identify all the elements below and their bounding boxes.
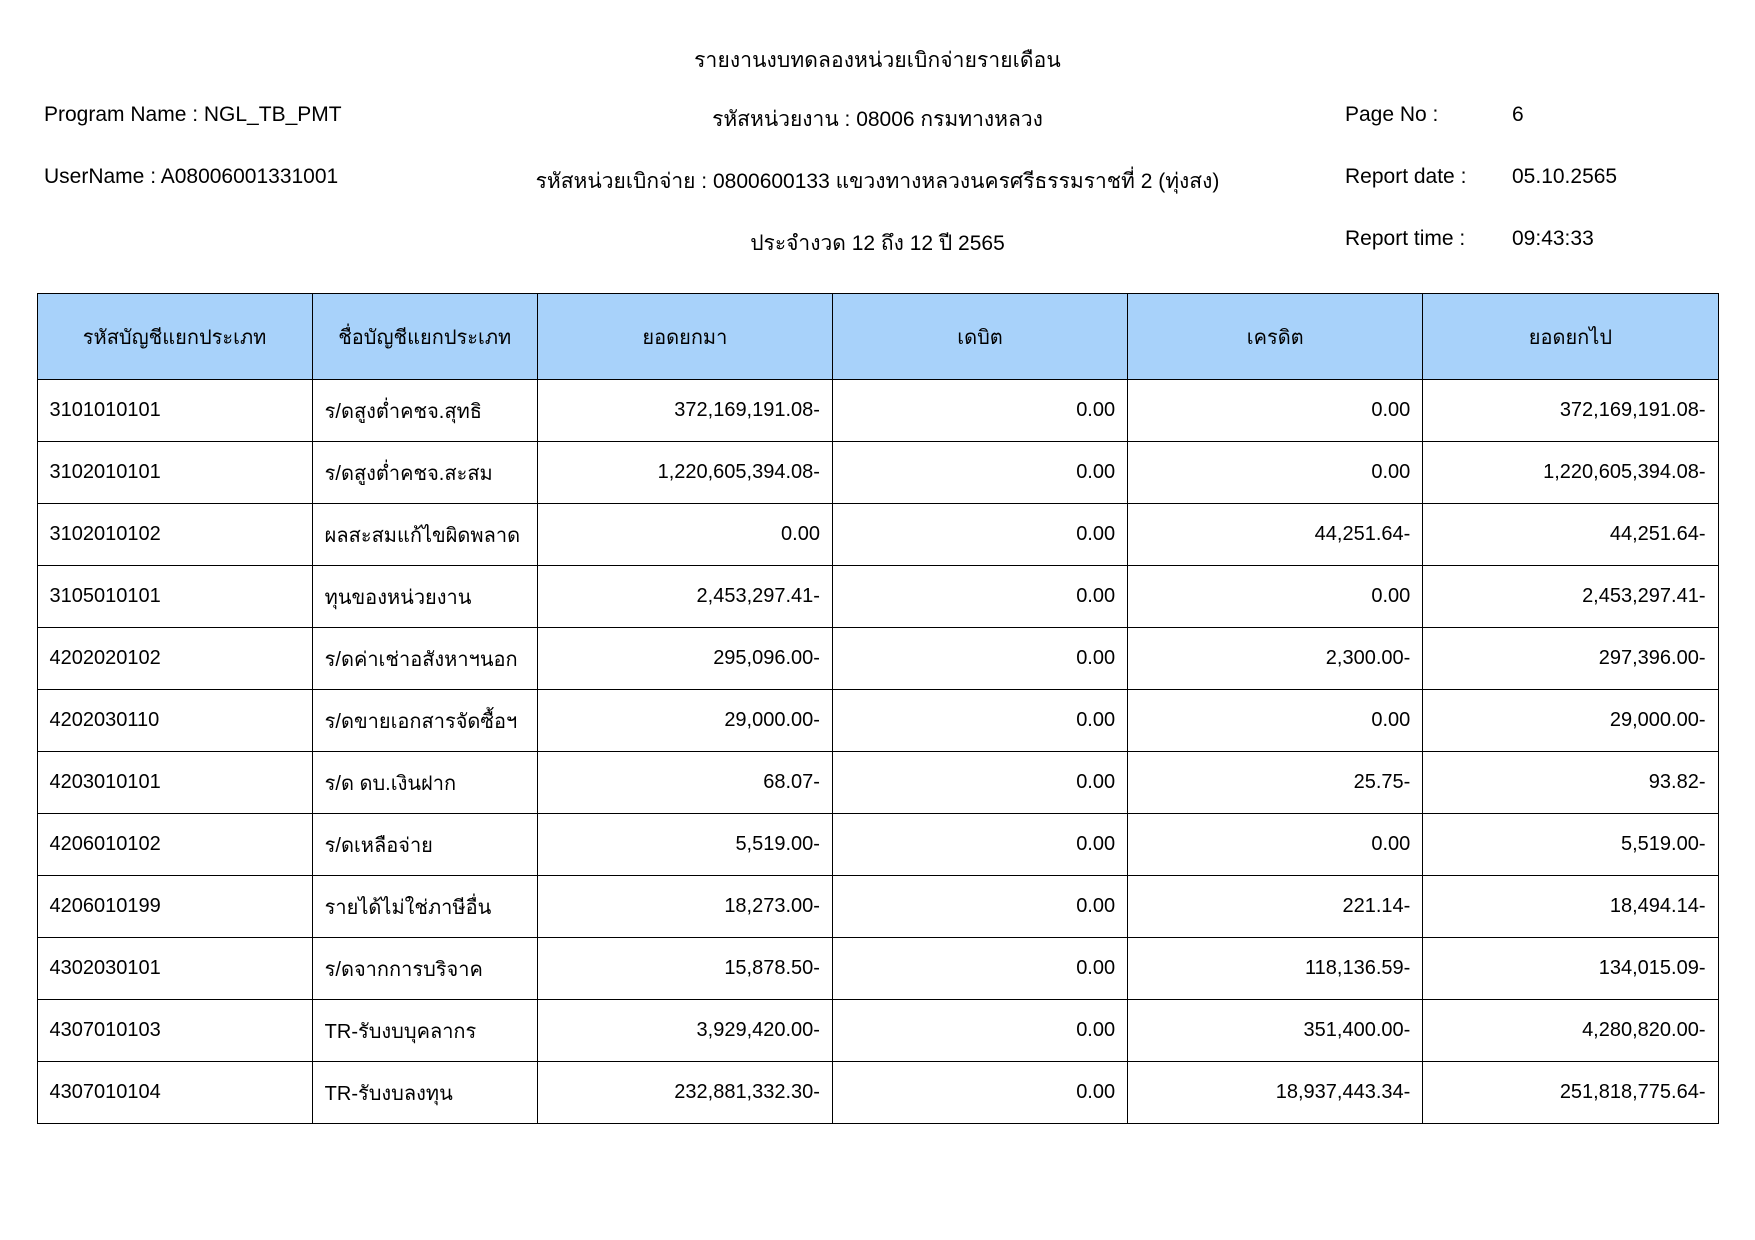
cell-opening-balance: 295,096.00- [537, 628, 832, 690]
cell-opening-balance: 5,519.00- [537, 814, 832, 876]
report-date-value: 05.10.2565 [1512, 165, 1618, 188]
cell-opening-balance: 3,929,420.00- [537, 1000, 832, 1062]
table-row [37, 876, 1718, 938]
cell-opening-balance: 0.00 [537, 504, 832, 566]
table-row [37, 752, 1718, 814]
payment-unit-line: รหัสหน่วยเบิกจ่าย : 0800600133 แขวงทางหลวงนครศรีธรรมราชที่ 2 (ทุ่งสง) [535, 170, 1220, 193]
cell-account-code: 3105010101 [37, 566, 312, 628]
cell-debit: 0.00 [832, 814, 1127, 876]
cell-account-name: ร/ดขายเอกสารจัดซื้อฯ [312, 690, 537, 752]
report-time-value: 09:43:33 [1512, 227, 1594, 250]
cell-closing-balance: 2,453,297.41- [1423, 566, 1718, 628]
program-name-label: Program Name : NGL_TB_PMT [44, 103, 342, 126]
column-header-closing-balance: ยอดยกไป [1423, 294, 1718, 380]
cell-debit: 0.00 [832, 752, 1127, 814]
table-row [37, 442, 1718, 504]
cell-credit: 25.75- [1128, 752, 1423, 814]
cell-account-name: ร/ดเหลือจ่าย [312, 814, 537, 876]
cell-account-code: 4302030101 [37, 938, 312, 1000]
cell-account-name: ร/ดสูงต่ำคชจ.สุทธิ [312, 380, 537, 442]
cell-account-code: 4202020102 [37, 628, 312, 690]
cell-account-name: ร/ดสูงต่ำคชจ.สะสม [312, 442, 537, 504]
cell-account-code: 4206010199 [37, 876, 312, 938]
cell-credit: 0.00 [1128, 442, 1423, 504]
cell-debit: 0.00 [832, 876, 1127, 938]
cell-account-name: ร/ดค่าเช่าอสังหาฯนอก [312, 628, 537, 690]
report-header [0, 103, 1755, 263]
cell-account-name: TR-รับงบลงทุน [312, 1062, 537, 1124]
cell-credit: 351,400.00- [1128, 1000, 1423, 1062]
table-row [37, 1062, 1718, 1124]
table-row [37, 566, 1718, 628]
cell-opening-balance: 15,878.50- [537, 938, 832, 1000]
column-header-account-code: รหัสบัญชีแยกประเภท [37, 294, 312, 380]
column-header-account-name: ชื่อบัญชีแยกประเภท [312, 294, 537, 380]
cell-account-code: 3102010101 [37, 442, 312, 504]
cell-opening-balance: 18,273.00- [537, 876, 832, 938]
cell-credit: 221.14- [1128, 876, 1423, 938]
cell-debit: 0.00 [832, 938, 1127, 1000]
cell-debit: 0.00 [832, 690, 1127, 752]
cell-closing-balance: 372,169,191.08- [1423, 380, 1718, 442]
cell-debit: 0.00 [832, 566, 1127, 628]
cell-closing-balance: 297,396.00- [1423, 628, 1718, 690]
cell-opening-balance: 68.07- [537, 752, 832, 814]
cell-closing-balance: 5,519.00- [1423, 814, 1718, 876]
cell-credit: 0.00 [1128, 566, 1423, 628]
cell-debit: 0.00 [832, 1000, 1127, 1062]
table-header-row [37, 294, 1718, 380]
cell-account-name: TR-รับงบบุคลากร [312, 1000, 537, 1062]
cell-credit: 44,251.64- [1128, 504, 1423, 566]
cell-account-name: ร/ด ดบ.เงินฝาก [312, 752, 537, 814]
report-date-label: Report date : [1345, 165, 1467, 188]
header-row-1 [0, 103, 1755, 165]
cell-account-code: 3101010101 [37, 380, 312, 442]
trial-balance-table [37, 293, 1719, 1124]
table-row [37, 690, 1718, 752]
cell-credit: 118,136.59- [1128, 938, 1423, 1000]
cell-account-name: ทุนของหน่วยงาน [312, 566, 537, 628]
report-time-label: Report time : [1345, 227, 1466, 250]
cell-closing-balance: 44,251.64- [1423, 504, 1718, 566]
cell-debit: 0.00 [832, 504, 1127, 566]
cell-opening-balance: 2,453,297.41- [537, 566, 832, 628]
cell-closing-balance: 4,280,820.00- [1423, 1000, 1718, 1062]
column-header-credit: เครดิต [1128, 294, 1423, 380]
cell-closing-balance: 1,220,605,394.08- [1423, 442, 1718, 504]
column-header-debit: เดบิต [832, 294, 1127, 380]
header-row-2 [0, 165, 1755, 227]
cell-account-code: 4203010101 [37, 752, 312, 814]
cell-credit: 0.00 [1128, 380, 1423, 442]
username-label: UserName : A08006001331001 [44, 165, 339, 188]
table-row [37, 504, 1718, 566]
cell-account-name: รายได้ไม่ใช่ภาษีอื่น [312, 876, 537, 938]
cell-credit: 0.00 [1128, 690, 1423, 752]
cell-opening-balance: 1,220,605,394.08- [537, 442, 832, 504]
cell-opening-balance: 232,881,332.30- [537, 1062, 832, 1124]
period-line: ประจำงวด 12 ถึง 12 ปี 2565 [750, 232, 1005, 255]
table-row [37, 628, 1718, 690]
cell-debit: 0.00 [832, 628, 1127, 690]
cell-account-name: ผลสะสมแก้ไขผิดพลาด [312, 504, 537, 566]
column-header-opening-balance: ยอดยกมา [537, 294, 832, 380]
cell-credit: 2,300.00- [1128, 628, 1423, 690]
page-title: รายงานงบทดลองหน่วยเบิกจ่ายรายเดือน [694, 49, 1061, 72]
cell-account-code: 4307010104 [37, 1062, 312, 1124]
cell-account-code: 4206010102 [37, 814, 312, 876]
agency-line: รหัสหน่วยงาน : 08006 กรมทางหลวง [712, 108, 1043, 131]
cell-closing-balance: 93.82- [1423, 752, 1718, 814]
header-row-3 [0, 227, 1755, 277]
cell-debit: 0.00 [832, 442, 1127, 504]
cell-debit: 0.00 [832, 380, 1127, 442]
cell-closing-balance: 251,818,775.64- [1423, 1062, 1718, 1124]
page-no-value: 6 [1512, 103, 1524, 126]
cell-debit: 0.00 [832, 1062, 1127, 1124]
cell-closing-balance: 18,494.14- [1423, 876, 1718, 938]
cell-account-code: 4307010103 [37, 1000, 312, 1062]
cell-credit: 18,937,443.34- [1128, 1062, 1423, 1124]
cell-opening-balance: 29,000.00- [537, 690, 832, 752]
table-row [37, 938, 1718, 1000]
table-row [37, 380, 1718, 442]
cell-closing-balance: 134,015.09- [1423, 938, 1718, 1000]
cell-credit: 0.00 [1128, 814, 1423, 876]
cell-account-code: 3102010102 [37, 504, 312, 566]
table-row [37, 1000, 1718, 1062]
page-no-label: Page No : [1345, 103, 1439, 126]
cell-account-name: ร/ดจากการบริจาค [312, 938, 537, 1000]
cell-account-code: 4202030110 [37, 690, 312, 752]
table-row [37, 814, 1718, 876]
cell-closing-balance: 29,000.00- [1423, 690, 1718, 752]
cell-opening-balance: 372,169,191.08- [537, 380, 832, 442]
